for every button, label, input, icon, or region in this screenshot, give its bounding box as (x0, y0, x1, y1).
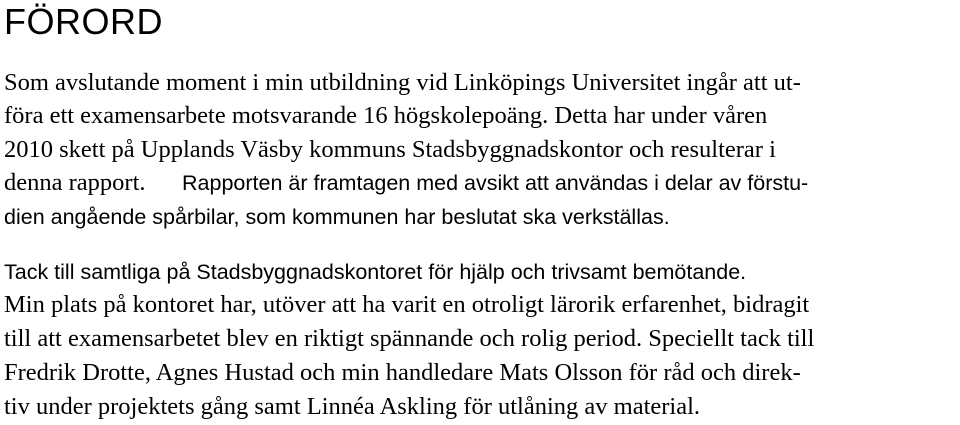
paragraph-2-line: till att examensarbetet blev en riktigt spännande och rolig period. Speciellt tack till (4, 325, 815, 352)
page-title: FÖRORD (4, 1, 163, 42)
paragraph-1-line: 2010 skett på Upplands Väsby kommuns Stadsbyggnadskontor och resulterar i (4, 136, 776, 163)
paragraph-1-line: dien angående spårbilar, som kommunen har beslutat ska verkställas. (4, 205, 670, 229)
paragraph-1-line: Som avslutande moment i min utbildning vid Linköpings Universitet ingår att ut- (4, 69, 801, 96)
paragraph-2-line: Tack till samtliga på Stadsbyggnadskontoret för hjälp och trivsamt bemötande. (4, 260, 747, 284)
paragraph-2-line: tiv under projektets gång samt Linnéa Askling för utlåning av material. (4, 393, 701, 420)
paragraph-1-line: denna rapport. (4, 169, 146, 196)
paragraph-1-line: Rapporten är framtagen med avsikt att användas i delar av förstu- (182, 171, 809, 195)
paragraph-1-line: föra ett examensarbete motsvarande 16 högskolepoäng. Detta har under våren (4, 102, 768, 129)
paragraph-2-line: Min plats på kontoret har, utöver att ha varit en otroligt lärorik erfarenhet, bidragit (4, 291, 810, 318)
paragraph-2-line: Fredrik Drotte, Agnes Hustad och min handledare Mats Olsson för råd och direk- (4, 359, 801, 386)
